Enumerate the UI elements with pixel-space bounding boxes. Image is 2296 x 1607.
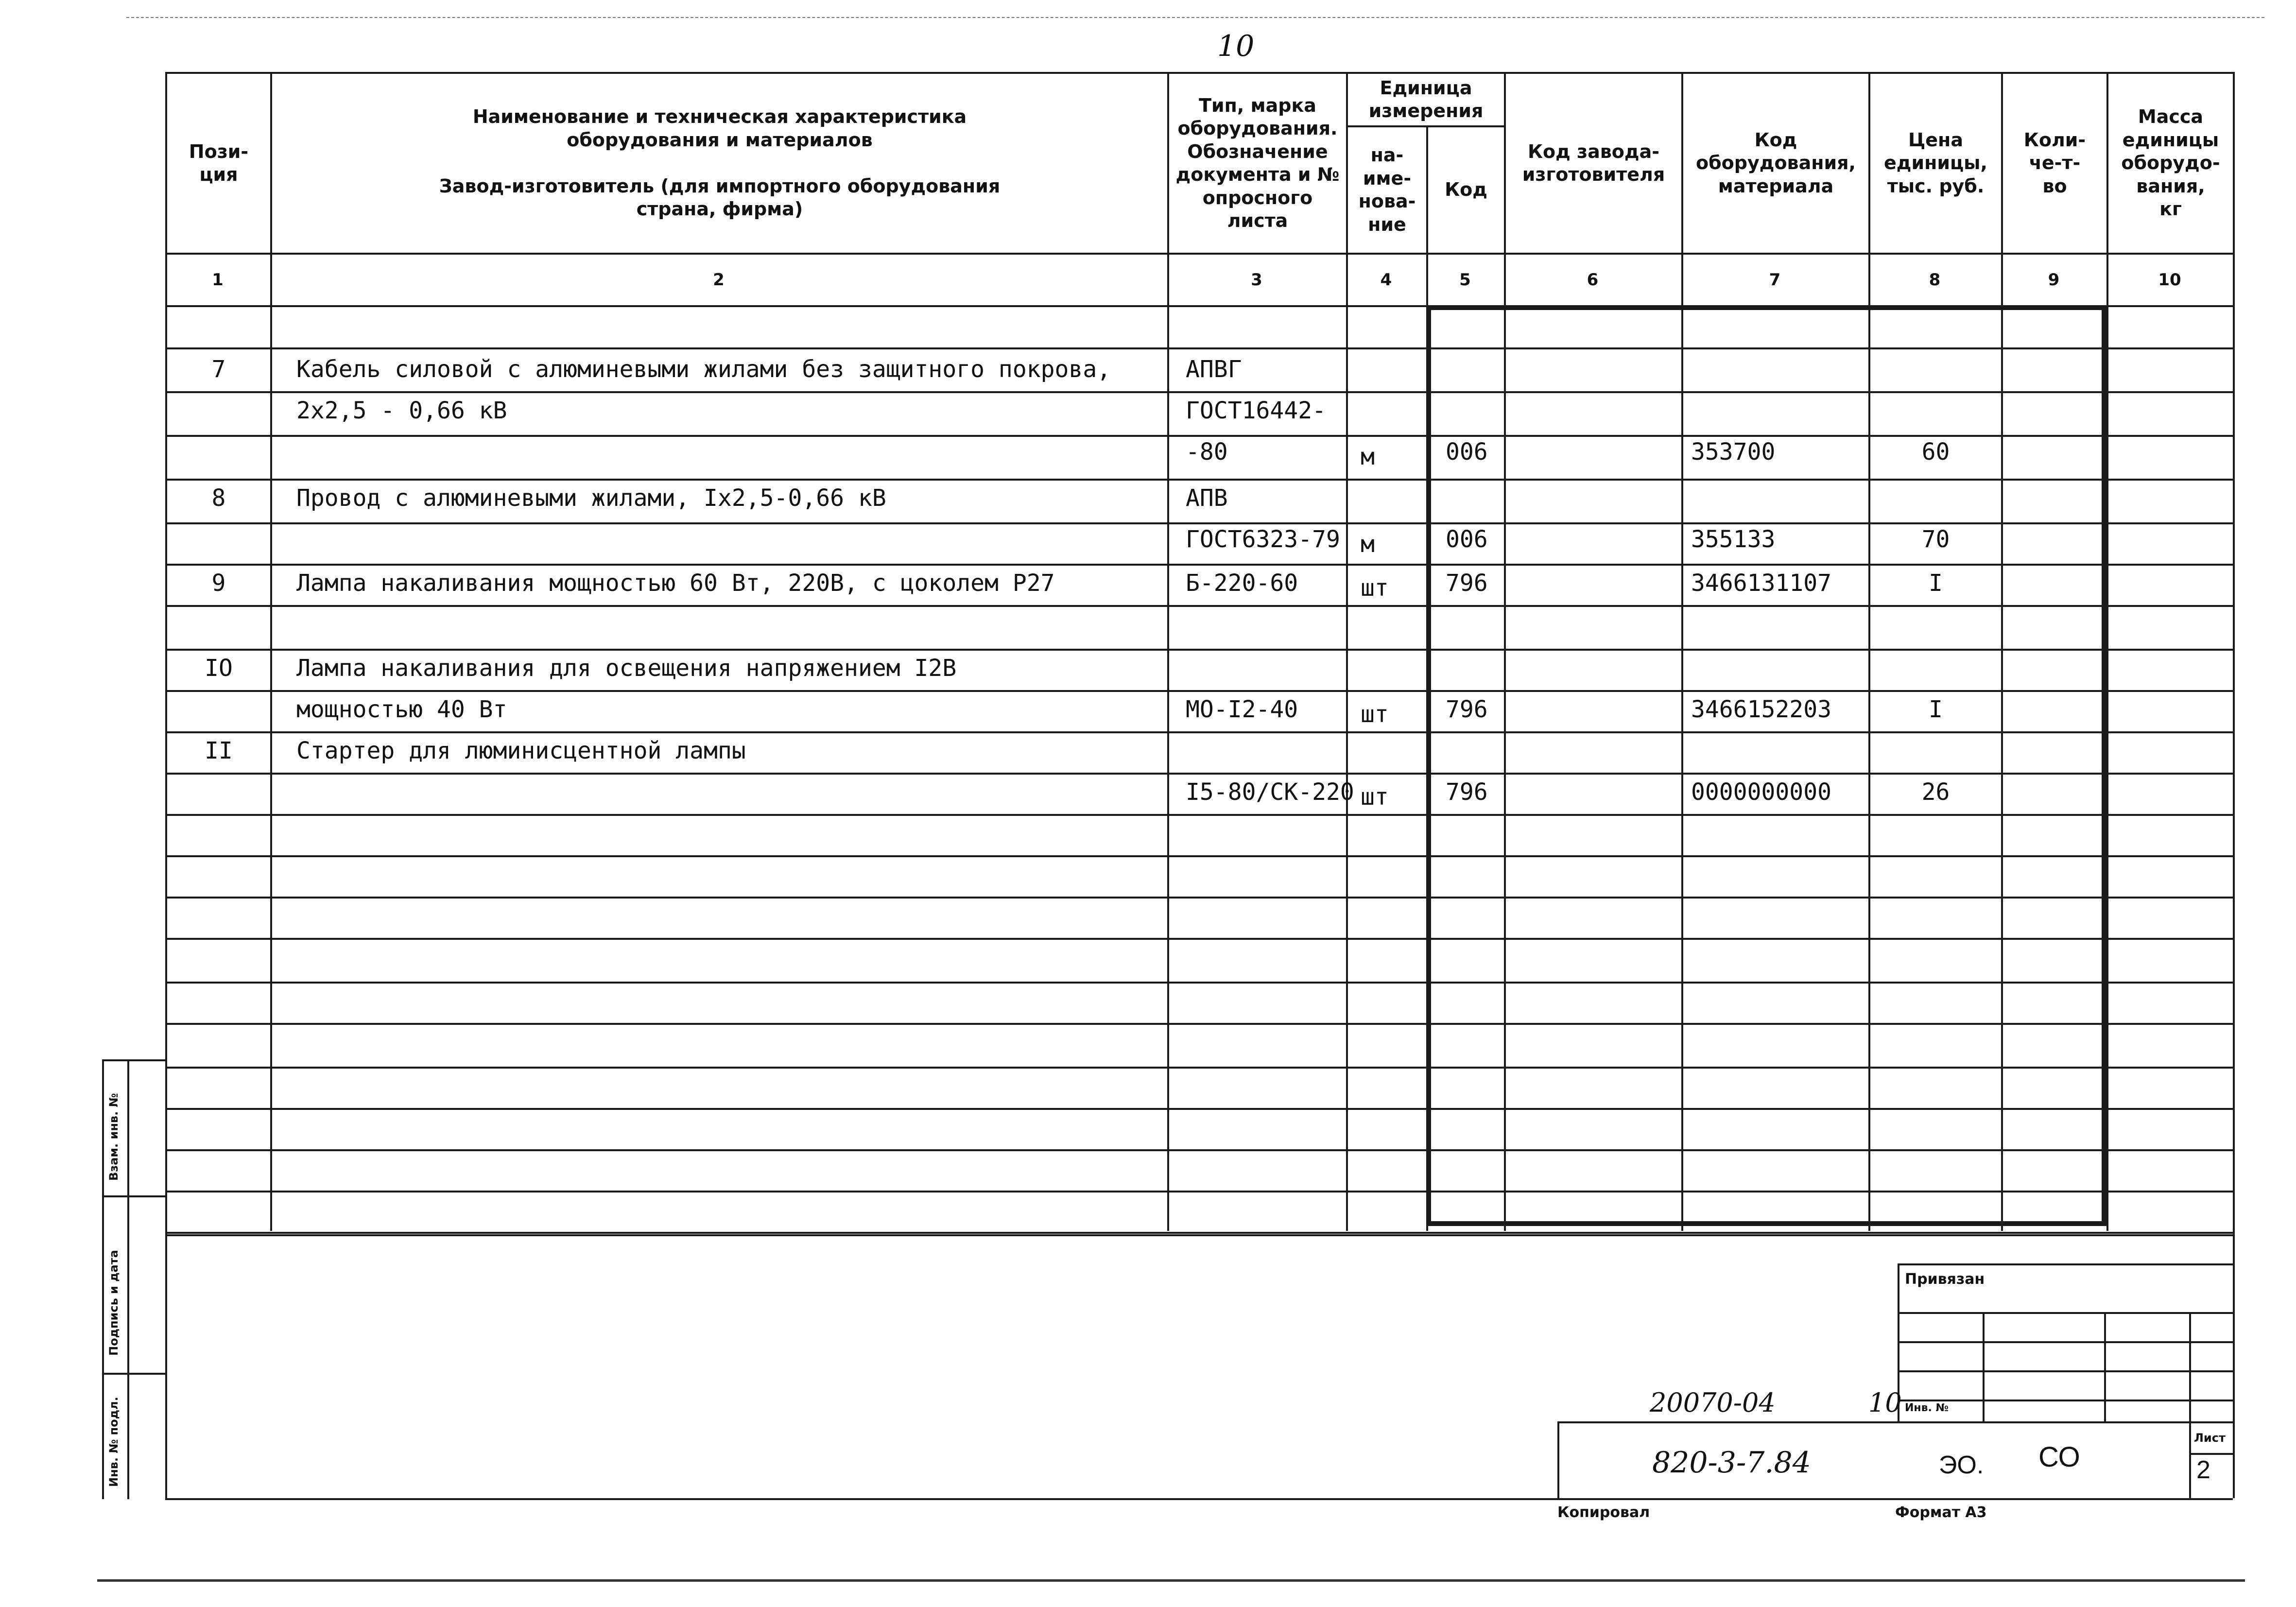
row-line-6 [165,605,2233,607]
row-position: 9 [211,570,226,597]
side-strip-left [102,1059,104,1499]
stamp-line-5 [1557,1421,2233,1423]
row-name: Лампа накаливания для освещения напряжением I2В [296,655,957,682]
stamp-privyazan: Привязан [1905,1271,1985,1288]
stamp-v5 [1557,1421,1559,1498]
row-type: ГОСТ6323-79 [1186,526,1340,553]
page-top-line [126,17,2264,18]
stamp-v4 [2189,1312,2191,1498]
header-price: Цена единицы, тыс. руб. [1884,129,1987,197]
column-number-9: 9 [2048,270,2060,290]
side-strip-mid [127,1059,129,1499]
row-line-19 [165,1149,2233,1151]
side-vzam-label: Взам. инв. № [107,1093,121,1181]
row-name: Лампа накаливания мощностью 60 Вт, 220В, с цоколем Р27 [296,570,1055,597]
row-unit-code: 796 [1446,570,1488,597]
row-line-13 [165,897,2233,899]
frame-bottom [165,1498,2233,1500]
header-unit-name: на- име- нова- ние [1358,144,1416,235]
side-strip-line-1 [102,1195,165,1197]
table-bottom-border [165,1234,2233,1236]
stamp-top [1898,1263,2233,1265]
row-name: Провод с алюминевыми жилами, Ix2,5-0,66 кВ [296,484,886,512]
row-position: IO [205,655,233,682]
row-equipment-code: 355133 [1691,526,1776,553]
frame-right [2233,72,2235,1498]
row-type: -80 [1186,438,1228,466]
column-number-1: 1 [212,270,224,290]
row-line-4 [165,522,2233,524]
row-line-10 [165,773,2233,775]
row-line-17 [165,1067,2233,1069]
row-equipment-code: 353700 [1691,438,1776,466]
row-type: АПВГ [1186,356,1242,383]
row-position: 8 [211,484,226,512]
row-line-15 [165,982,2233,984]
section-code: ЭО. [1939,1451,1984,1479]
column-number-7: 7 [1769,270,1781,290]
row-unit-code: 796 [1446,778,1488,806]
format-label: Формат А3 [1895,1504,1987,1521]
side-inv-label: Инв. № подл. [107,1397,121,1487]
row-type: ГОСТ16442- [1186,397,1326,424]
stamp-list-label: Лист [2194,1431,2226,1445]
stamp-line-3 [1898,1370,2233,1372]
side-strip-line-2 [102,1373,165,1375]
row-unit-code: 006 [1446,438,1488,466]
row-line-14 [165,938,2233,940]
row-position: 7 [211,356,226,383]
header-unit-code: Код [1445,179,1487,201]
doc-code: 20070-04 [1650,1387,1776,1418]
row-price: 26 [1921,778,1950,806]
page-bottom-line [97,1579,2245,1582]
stamp-line-6 [2189,1453,2233,1455]
row-price: I [1929,696,1943,723]
row-line-7 [165,649,2233,651]
row-line-5 [165,564,2233,566]
stamp-line-2 [1898,1341,2233,1343]
column-number-3: 3 [1251,270,1262,290]
stamp-inv-no: Инв. № [1905,1402,1949,1414]
header-type: Тип, марка оборудования. Обозначение документа и № опросного листа [1175,94,1340,231]
row-line-2 [165,435,2233,437]
row-name: 2x2,5 - 0,66 кВ [296,397,507,424]
row-line-1 [165,391,2233,393]
row-line-16 [165,1023,2233,1025]
header-position: Пози- ция [189,140,249,185]
row-price: 70 [1921,526,1950,553]
stamp-line-1 [1898,1312,2233,1314]
row-unit: шт [1361,783,1389,811]
row-price: I [1929,570,1943,597]
row-unit: шт [1361,574,1389,602]
side-strip-top [102,1059,165,1061]
stamp-v3 [2104,1312,2106,1421]
stamp-v2 [1983,1312,1985,1421]
row-line-8 [165,690,2233,692]
row-unit-code: 006 [1446,526,1488,553]
row-line-12 [165,855,2233,857]
stamp-line-4 [1898,1400,2233,1401]
header-quantity: Коли- че-т- во [2023,129,2086,197]
column-number-10: 10 [2158,270,2181,290]
header-mass: Масса единицы оборудо- вания, кг [2121,106,2220,220]
row-line-11 [165,814,2233,816]
row-price: 60 [1921,438,1950,466]
row-line-18 [165,1108,2233,1110]
row-type: АПВ [1186,484,1228,512]
row-unit: шт [1361,701,1389,728]
header-equipment-code: Код оборудования, материала [1696,129,1856,197]
doc-num: 10 [1868,1387,1902,1418]
copied-label: Копировал [1557,1504,1650,1521]
row-type: Б-220-60 [1186,570,1298,597]
row-unit: м [1361,443,1375,470]
row-unit: м [1361,531,1375,558]
row-line-0 [165,347,2233,349]
page-number: 10 [1217,29,1255,63]
row-line-3 [165,479,2233,481]
section-code-2: СО [2038,1441,2080,1473]
stamp-list-value: 2 [2196,1456,2210,1484]
row-name: Стартер для люминисцентной лампы [296,737,746,764]
row-type: МО-I2-40 [1186,696,1298,723]
row-name: Кабель силовой с алюминевыми жилами без защитного покрова, [296,356,1111,383]
row-unit-code: 796 [1446,696,1488,723]
row-equipment-code: 3466131107 [1691,570,1831,597]
row-position: II [205,737,233,764]
column-number-2: 2 [713,270,725,290]
header-unit-group: Единица измерения [1368,77,1484,121]
row-name: мощностью 40 Вт [296,696,507,723]
row-equipment-code: 3466152203 [1691,696,1831,723]
header-name: Наименование и техническая характеристика оборудования и материалов Завод-изготовитель (для импортного оборудования страна, фирма) [439,106,1001,220]
side-podpis-label: Подпись и дата [107,1250,121,1356]
row-equipment-code: 0000000000 [1691,778,1831,806]
column-number-6: 6 [1587,270,1599,290]
row-line-9 [165,731,2233,733]
row-line-20 [165,1191,2233,1192]
row-type: I5-80/СК-220 [1186,778,1354,806]
column-number-4: 4 [1380,270,1392,290]
column-number-5: 5 [1459,270,1471,290]
column-number-8: 8 [1929,270,1941,290]
row-line-21 [165,1232,2233,1234]
header-factory-code: Код завода- изготовителя [1522,140,1665,185]
project-code: 820-3-7.84 [1652,1446,1811,1480]
